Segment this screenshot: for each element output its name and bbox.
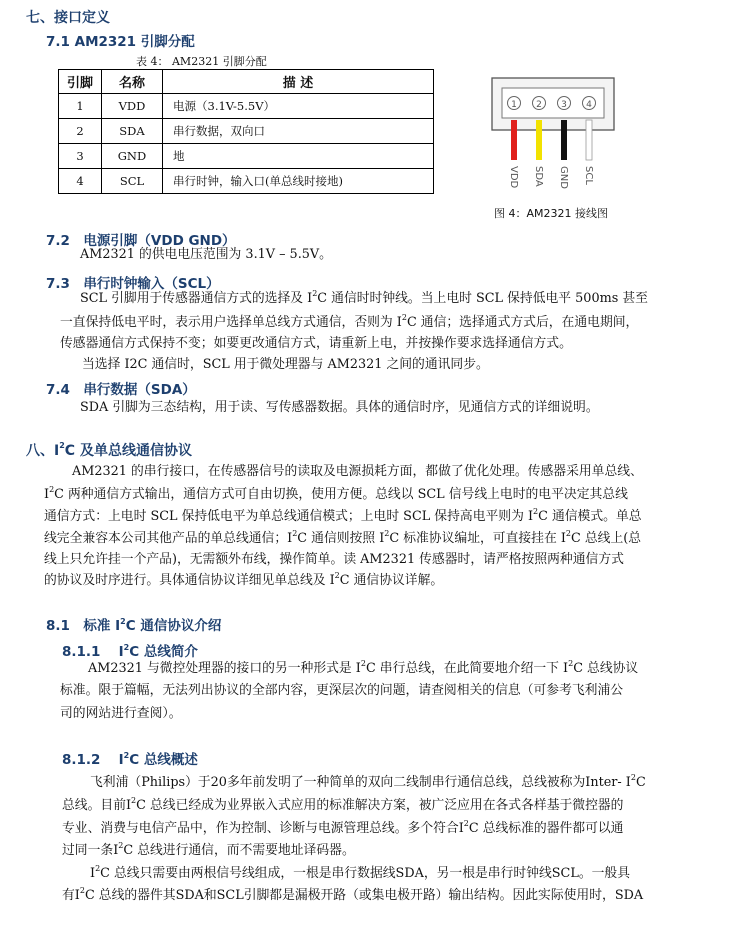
table-row (59, 169, 434, 194)
section-8-1-2-line-3: 专业、消费与电信产品中，作为控制、诊断与电源管理总线。多个符合$I^2C$ 总线标准的器件都可以通 (62, 818, 624, 836)
section-7-3-line-1: SCL 引脚用于传感器通信方式的选择及 $I^2C$ 通信时时钟线。当上电时 SCL 保持低电平 500ms 甚至 (80, 288, 648, 306)
section-8-1-2-title: 8.1.2 $I^2C$ 总线概述 (62, 750, 198, 768)
section-8-line-6: 的协议及时序进行。具体通信协议详细见单总线及 $I^2C$ 通信协议详解。 (44, 570, 444, 588)
table-row (59, 94, 434, 119)
table-header-row (59, 70, 434, 94)
section-8-1-1-title: 8.1.1 $I^2C$ 总线简介 (62, 642, 198, 660)
section-8-1-2-line-2: 总线。目前$I^2C$ 总线已经成为业界嵌入式应用的标准解决方案，被广泛应用在各式各样基于微控器的 (62, 795, 624, 813)
pin-number: 2 (536, 100, 542, 110)
wire-label-sda: SDA (533, 166, 544, 187)
section-8-line-3: 通信方式：上电时 SCL 保持低电平为单总线通信模式；上电时 SCL 保持高电平则为 $I^2C$ 通信模式。单总 (44, 506, 642, 524)
section-8-1-2-line-5: $I^2C$ 总线只需要由两根信号线组成，一根是串行数据线SDA，另一根是串行时钟线SCL。一般具 (90, 863, 631, 881)
table-cell: 3 (59, 144, 102, 169)
section-7-3-title: 7.3 串行时钟输入（SCL） (46, 276, 220, 292)
section-8-1-2-line-4: 过同一条$I^2C$ 总线进行通信，而不需要地址译码器。 (62, 840, 355, 858)
table-cell: VDD (102, 94, 163, 119)
table-cell: SDA (102, 119, 163, 144)
wire-sda (536, 120, 542, 160)
section-7-3-line-4: 当选择 I2C 通信时，SCL 用于微处理器与 AM2321 之间的通讯同步。 (82, 357, 489, 372)
section-8-line-2: $I^2C$ 两种通信方式输出，通信方式可自由切换，使用方便。总线以 SCL 信号线上电时的电平决定其总线 (44, 484, 628, 502)
section-8-line-1: AM2321 的串行接口，在传感器信号的读取及电源损耗方面，都做了优化处理。传感器采用单总线、 (72, 464, 643, 479)
table-header-name: 名称 (102, 70, 163, 94)
section-8-1-1-line-2: 标准。限于篇幅，无法列出协议的全部内容，更深层次的问题，请查阅相关的信息（可参考飞利浦公 (60, 683, 624, 698)
table-cell: 1 (59, 94, 102, 119)
table-cell: GND (102, 144, 163, 169)
wire-label-scl: SCL (583, 166, 594, 185)
connector-diagram (490, 76, 620, 200)
section-8-line-4: 线完全兼容本公司其他产品的单总线通信；$I^2C$ 通信则按照 $I^2C$ 标准协议编址，可直接挂在 $I^2C$ 总线上(总 (44, 528, 642, 546)
table-caption: 表 4： AM2321 引脚分配 (136, 55, 267, 68)
wire-scl (586, 120, 592, 160)
table-header-desc: 描 述 (163, 70, 434, 94)
figure-caption: 图 4：AM2321 接线图 (494, 207, 609, 220)
section-7-4-title: 7.4 串行数据（SDA） (46, 382, 196, 398)
section-8-1-2-line-1: 飞利浦（Philips）于20多年前发明了一种简单的双向二线制串行通信总线，总线被称为Inter- $I^2C$ (90, 772, 646, 790)
table-cell: 地 (163, 144, 434, 169)
section-8-1-1-line-1: AM2321 与微控处理器的接口的另一种形式是 $I^2C$ 串行总线，在此简要地介绍一下 $I^2C$ 总线协议 (88, 658, 639, 676)
table-cell: SCL (102, 169, 163, 194)
section-7-3-line-2: 一直保持低电平时，表示用户选择单总线方式通信，否则为 $I^2C$ 通信；选择通式方式后，在通电期间， (60, 312, 639, 330)
table-cell: 电源（3.1V-5.5V） (163, 94, 434, 119)
table-cell: 2 (59, 119, 102, 144)
wire-label-vdd: VDD (508, 166, 519, 189)
section-8-1-2-line-6: 有$I^2C$ 总线的器件其SDA和SCL引脚都是漏极开路（或集电极开路）输出结构。因此实际使用时，SDA (62, 885, 644, 903)
table-row (59, 144, 434, 169)
wire-label-gnd: GND (558, 166, 569, 189)
section-7-2-text: AM2321 的供电电压范围为 3.1V – 5.5V。 (80, 247, 332, 262)
section-8-1-1-line-3: 司的网站进行查阅）。 (60, 706, 182, 721)
pin-number: 3 (561, 100, 567, 110)
section-8-1-title: 8.1 标准 $I^2C$ 通信协议介绍 (46, 616, 222, 634)
section-8-title: 八、$I^2C$ 及单总线通信协议 (26, 441, 192, 459)
pin-table (58, 69, 434, 194)
section-7-3-line-3: 传感器通信方式保持不变；如要更改通信方式，请重新上电，并按操作要求选择通信方式。 (60, 336, 572, 351)
section-8-line-5: 线上只允许挂一个产品)，无需额外布线，操作简单。读 AM2321 传感器时，请严格按照两种通信方式 (44, 552, 624, 567)
section-7-1-title: 7.1 AM2321 引脚分配 (46, 34, 195, 50)
wire-gnd (561, 120, 567, 160)
table-cell: 串行时钟，输入口(单总线时接地) (163, 169, 434, 194)
table-row (59, 119, 434, 144)
pin-number: 4 (586, 100, 592, 110)
table-cell: 串行数据，双向口 (163, 119, 434, 144)
pin-number: 1 (511, 100, 517, 110)
wire-vdd (511, 120, 517, 160)
table-cell: 4 (59, 169, 102, 194)
table-header-pin: 引脚 (59, 70, 102, 94)
section-7-4-text: SDA 引脚为三态结构，用于读、写传感器数据。具体的通信时序，见通信方式的详细说明。 (80, 400, 599, 415)
section-7-title: 七、接口定义 (26, 10, 110, 26)
section-7-2-title: 7.2 电源引脚（VDD GND） (46, 233, 236, 249)
